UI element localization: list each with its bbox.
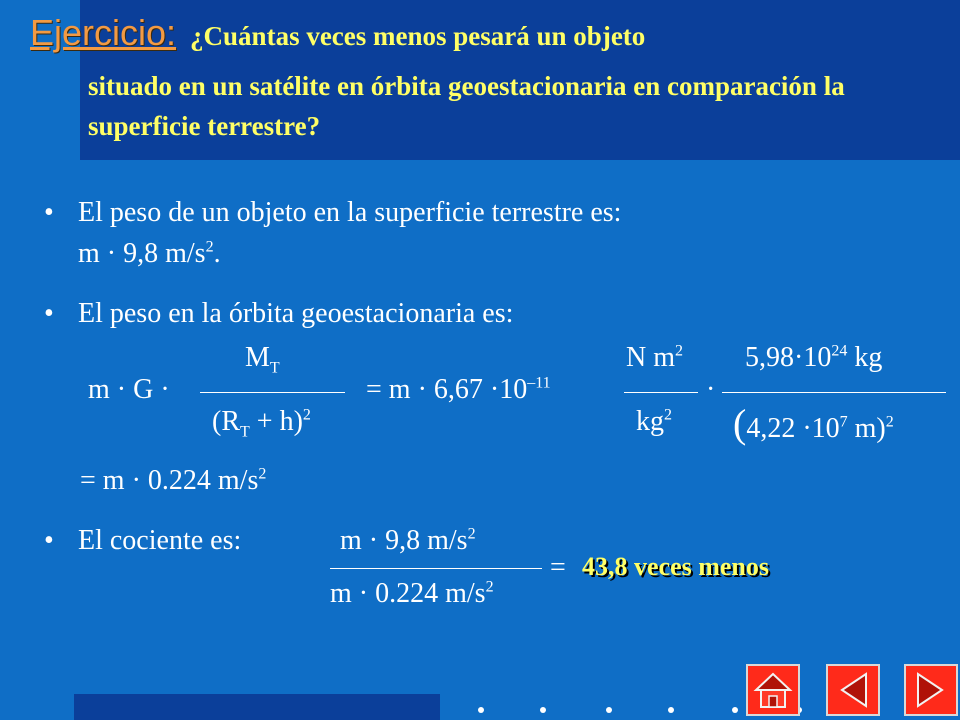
question-line1: ¿Cuántas veces menos pesará un objeto [190, 21, 646, 51]
mass-numerator: $5,98\cdot 10^{24}$ kg [745, 342, 883, 373]
bullet-marker-3: • [44, 525, 54, 556]
forward-icon [906, 666, 956, 714]
title-line [30, 12, 645, 54]
exercise-title[interactable]: Ejercicio: [30, 12, 177, 53]
distance-denominator: ($4,22 \cdot 10^7$ m)$^2$ [733, 401, 894, 446]
units-numerator: N $m^2$ [626, 342, 683, 373]
decor-dot [668, 707, 674, 713]
quotient-numerator: m · 9,8 $m/s^2$ [340, 525, 476, 556]
question-rest: situado en un satélite en órbita geoestacionaria en comparación la superficie terrestre? [88, 71, 845, 141]
home-icon [748, 666, 798, 714]
decor-dot [606, 707, 612, 713]
fraction-bar-1 [200, 392, 345, 393]
back-button[interactable] [826, 664, 880, 716]
formula-denominator: $(R_T + h)^2$ [212, 406, 311, 441]
bullet-2-text: El peso en la órbita geoestacionaria es: [78, 298, 514, 329]
bullet-3-text: El cociente es: [78, 525, 242, 556]
bullet-1-line2: m · 9,8 $m/s^2$. [78, 238, 221, 269]
decor-dot [478, 707, 484, 713]
formula-numerator: $M_T$ [245, 342, 280, 377]
formula-result: = m · 0.224 $m/s^2$ [80, 465, 267, 496]
fraction-bar-4 [330, 568, 542, 569]
formula-constant: = $m \cdot 6,67 \cdot 10^{-11}$ [366, 374, 551, 405]
home-button[interactable] [746, 664, 800, 716]
bottom-bar [74, 694, 440, 720]
decor-dot [732, 707, 738, 713]
answer-text: 43,8 veces menos [582, 552, 770, 581]
units-denominator: $kg^2$ [636, 406, 672, 437]
quotient-equals: = [550, 552, 566, 583]
bullet-marker-1: • [44, 197, 54, 228]
decor-dot [540, 707, 546, 713]
forward-button[interactable] [904, 664, 958, 716]
quotient-denominator: m · 0.224 $m/s^2$ [330, 578, 494, 609]
formula-prefix: m · G · [88, 374, 170, 405]
bullet-marker-2: • [44, 298, 54, 329]
bullet-1-line1: El peso de un objeto en la superficie terrestre es: [78, 197, 622, 228]
multiply-dot: · [706, 374, 716, 405]
back-icon [828, 666, 878, 714]
fraction-bar-3 [722, 392, 946, 393]
fraction-bar-2 [624, 392, 698, 393]
